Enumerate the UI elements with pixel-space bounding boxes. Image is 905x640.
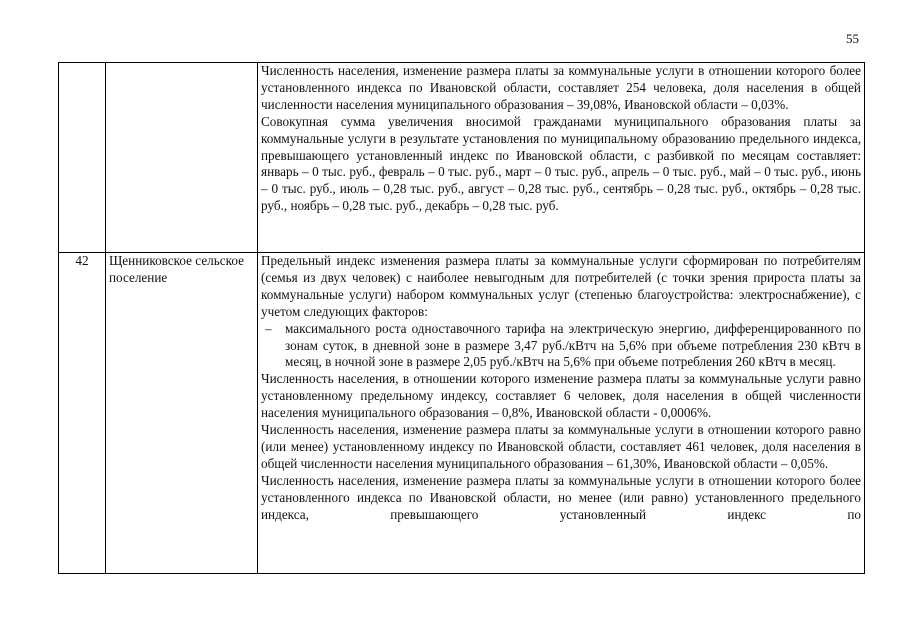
list-item: [261, 321, 861, 372]
row-number-cell: [59, 63, 106, 253]
paragraph: Численность населения, в отношении которого изменение размера платы за коммунальные услуги равно установленному предельному индексу, составляет 6 человек, доля населения в общей численности населения муниципального образования – 0,8%, Ивановской области - 0,0006%.: [261, 371, 861, 421]
paragraph: Совокупная сумма увеличения вносимой гражданами муниципального образования платы за коммунальные услуги в результате установления по муниципальному образованию предельного индекса, превышающего установленный индекс по Ивановской области, с разбивкой по месяцам составляет: январь – 0 тыс. руб., февраль – 0 тыс. руб., март – 0 тыс. руб., апрель – 0 тыс. руб., май – 0 тыс. руб., июнь – 0 тыс. руб., июль – 0,28 тыс. руб., август – 0,28 тыс. руб., сентябрь – 0,28 тыс. руб., октябрь – 0,28 тыс. руб., ноябрь – 0,28 тыс. руб., декабрь – 0,28 тыс. руб.: [261, 113, 861, 214]
paragraph: Численность населения, изменение размера платы за коммунальные услуги в отношении которого более установленного индекса по Ивановской области, но менее (или равно) установленного предельного индекса, превышающего установленный индекс по: [261, 472, 861, 522]
paragraph: Численность населения, изменение размера платы за коммунальные услуги в отношении которого равно (или менее) установленному индексу по Ивановской области, составляет 461 человек, доля населения в общей численности населения муниципального образования – 61,30%, Ивановской области – 0,05%.: [261, 422, 861, 471]
description-cell: [258, 63, 865, 253]
paragraph: Численность населения, изменение размера платы за коммунальные услуги в отношении которого более установленного индекса по Ивановской области, составляет 254 человека, доля населения в общей численности населения муниципального образования – 39,08%, Ивановской области – 0,03%.: [261, 63, 861, 112]
municipality-name-cell: Щенниковское сельское поселение: [106, 253, 258, 574]
document-table: [58, 62, 865, 574]
table-row: [59, 63, 865, 253]
page-number: 55: [846, 31, 859, 46]
row-number-cell: 42: [59, 253, 106, 574]
description-cell: [258, 253, 865, 574]
list-bullet: –: [265, 320, 272, 336]
paragraph: Предельный индекс изменения размера платы за коммунальные услуги сформирован по потребителям (семья из двух человек) с наиболее невыгодным для потребителей (с точки зрения прироста платы за коммунальные услуги) набором коммунальных услуг (степенью благоустройства: электроснабжение), с учетом следующих факторов:: [261, 253, 861, 319]
municipality-name-cell: [106, 63, 258, 253]
table-row: [59, 253, 865, 574]
list-item-text: максимального роста одноставочного тарифа на электрическую энергию, дифференцированного по зонам суток, в дневной зоне в размере 3,47 руб./кВтч на 5,6% при объеме потребления 230 кВтч в месяц, в ночной зоне в размере 2,05 руб./кВтч на 5,6% при объеме потребления 260 кВтч в месяц.: [285, 320, 861, 370]
